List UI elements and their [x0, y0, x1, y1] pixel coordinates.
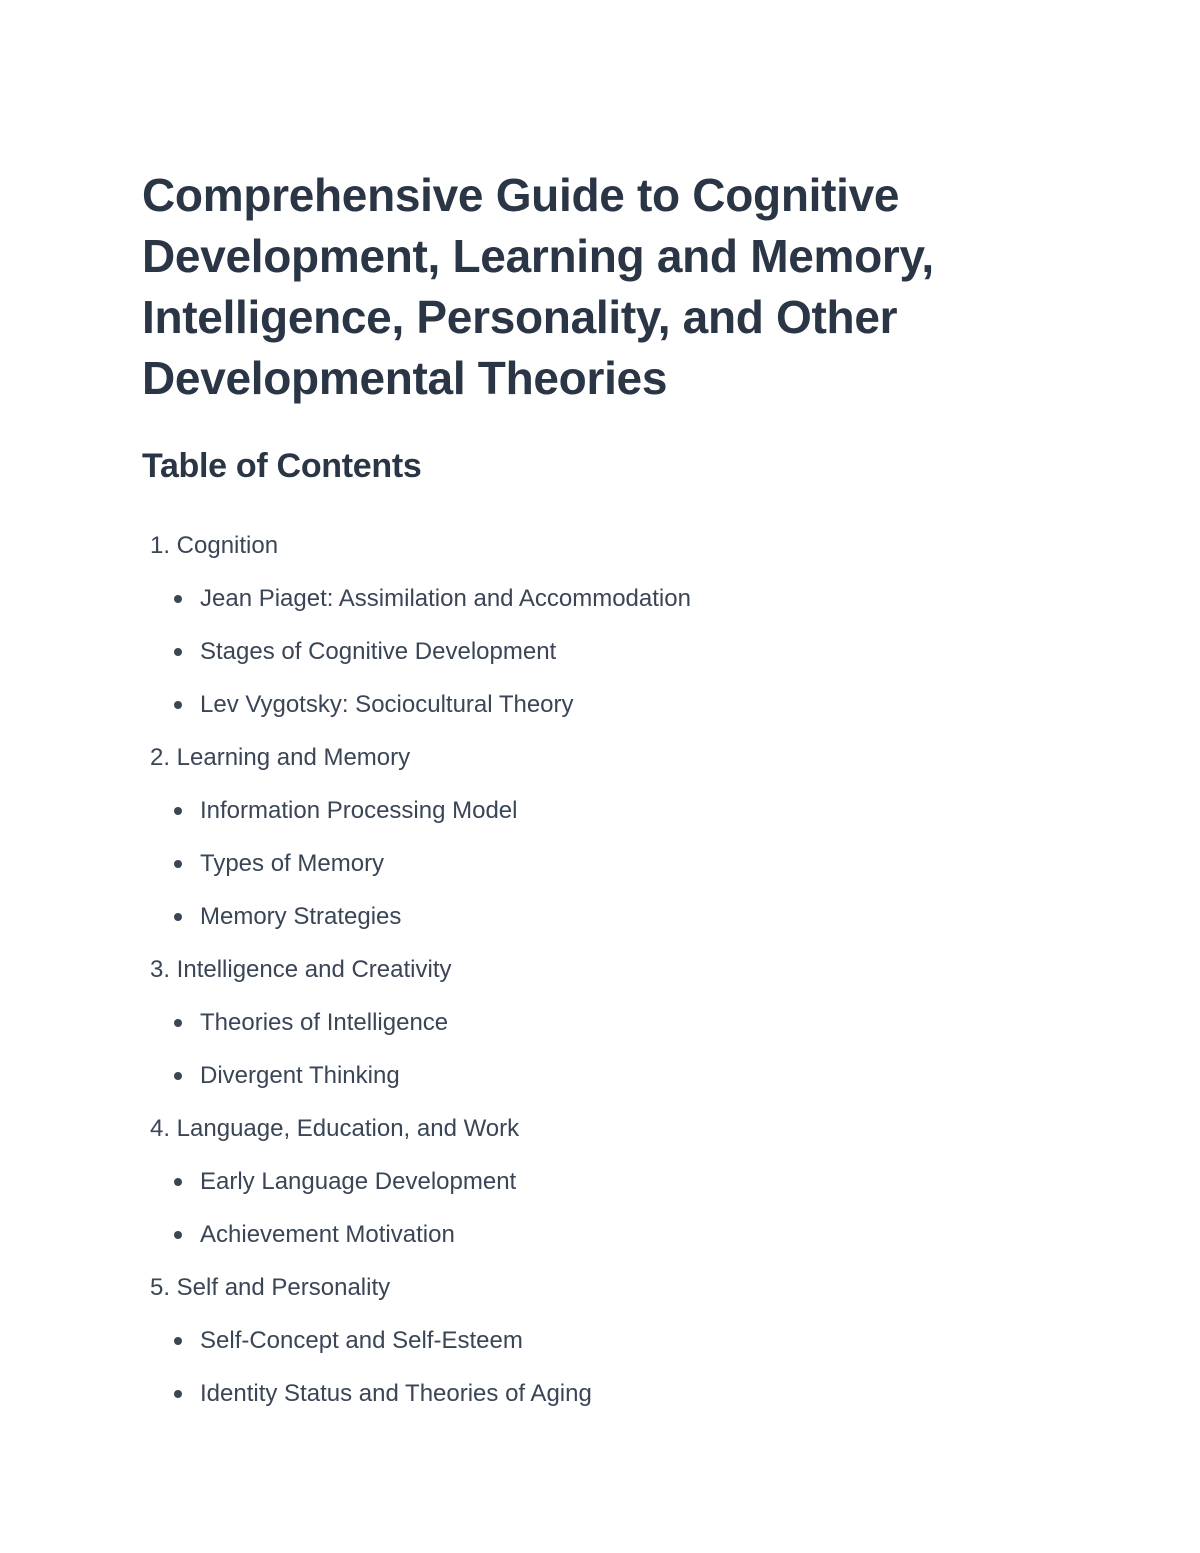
bullet-icon	[174, 701, 182, 709]
list-item-label: Lev Vygotsky: Sociocultural Theory	[200, 691, 574, 718]
toc-section-cognition	[142, 519, 1042, 731]
section-number: 2.	[149, 744, 170, 771]
bullet-icon	[174, 1337, 182, 1345]
toc-section-title	[142, 1102, 1042, 1155]
table-of-contents	[142, 519, 1042, 1420]
list-item-label: Divergent Thinking	[200, 1062, 400, 1089]
sub-list	[142, 784, 1042, 943]
list-item-label: Types of Memory	[200, 850, 385, 877]
list-item	[142, 837, 1042, 890]
title-line: Intelligence, Personality, and Other	[142, 291, 898, 343]
list-item	[142, 678, 1042, 731]
section-number: 3.	[149, 956, 170, 983]
list-item	[142, 1208, 1042, 1261]
toc-section-learning-memory	[142, 731, 1042, 943]
document-page	[142, 165, 1042, 1420]
title-line: Development, Learning and Memory,	[142, 230, 934, 282]
title-line: Comprehensive Guide to Cognitive	[142, 169, 900, 221]
bullet-icon	[174, 648, 182, 656]
section-label: Cognition	[176, 532, 279, 559]
list-item-label: Stages of Cognitive Development	[200, 638, 557, 665]
section-label: Language, Education, and Work	[176, 1115, 520, 1142]
list-item	[142, 625, 1042, 678]
toc-section-intelligence-creativity	[142, 943, 1042, 1102]
list-item-label: Early Language Development	[200, 1168, 517, 1195]
bullet-icon	[174, 807, 182, 815]
list-item-label: Self-Concept and Self-Esteem	[200, 1327, 523, 1354]
list-item	[142, 1049, 1042, 1102]
toc-section-language-education-work	[142, 1102, 1042, 1261]
list-item-label: Achievement Motivation	[200, 1221, 455, 1248]
bullet-icon	[174, 1019, 182, 1027]
section-label: Intelligence and Creativity	[176, 956, 452, 983]
bullet-icon	[174, 1231, 182, 1239]
bullet-icon	[174, 1072, 182, 1080]
bullet-icon	[174, 1178, 182, 1186]
list-item	[142, 890, 1042, 943]
title-line: Developmental Theories	[142, 352, 668, 404]
bullet-icon	[174, 1390, 182, 1398]
list-item-label: Memory Strategies	[200, 903, 402, 930]
list-item	[142, 784, 1042, 837]
bullet-icon	[174, 595, 182, 603]
sub-list	[142, 572, 1042, 731]
bullet-icon	[174, 913, 182, 921]
bullet-icon	[174, 860, 182, 868]
section-number: 1.	[149, 532, 170, 559]
list-item	[142, 572, 1042, 625]
toc-section-title	[142, 1261, 1042, 1314]
section-number: 4.	[149, 1115, 170, 1142]
list-item-label: Theories of Intelligence	[200, 1009, 449, 1036]
section-label: Self and Personality	[176, 1274, 391, 1301]
sub-list	[142, 1155, 1042, 1261]
toc-section-title	[142, 731, 1042, 784]
list-item	[142, 1314, 1042, 1367]
list-item	[142, 1155, 1042, 1208]
sub-list	[142, 1314, 1042, 1420]
section-number: 5.	[149, 1274, 170, 1301]
list-item	[142, 996, 1042, 1049]
document-title	[142, 165, 1042, 409]
list-item	[142, 1367, 1042, 1420]
list-item-label: Jean Piaget: Assimilation and Accommodation	[200, 585, 691, 612]
section-label: Learning and Memory	[176, 744, 411, 771]
toc-heading: Table of Contents	[142, 447, 422, 485]
toc-section-title	[142, 519, 1042, 572]
list-item-label: Identity Status and Theories of Aging	[200, 1380, 592, 1407]
list-item-label: Information Processing Model	[200, 797, 518, 824]
toc-section-title	[142, 943, 1042, 996]
toc-section-self-personality	[142, 1261, 1042, 1420]
sub-list	[142, 996, 1042, 1102]
